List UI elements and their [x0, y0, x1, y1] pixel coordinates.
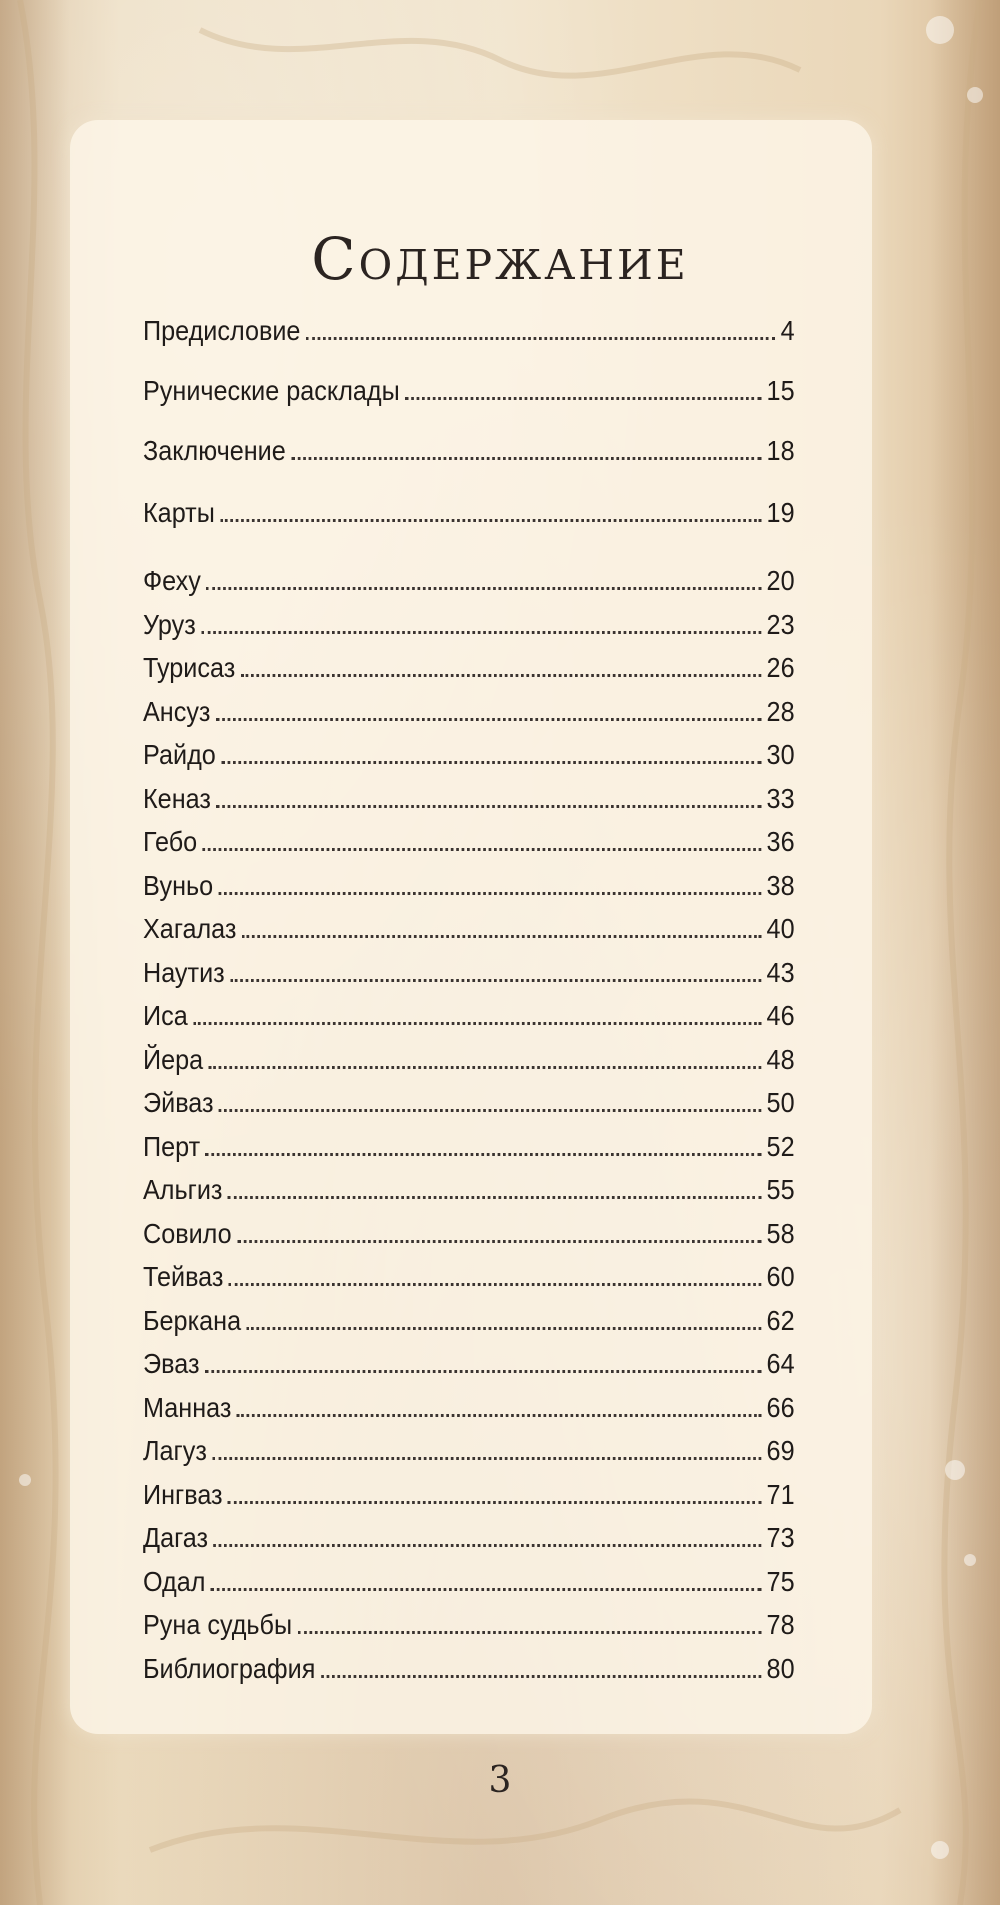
- toc-entry-label: Уруз: [143, 608, 196, 640]
- dot-leader: [229, 1283, 761, 1286]
- dot-leader: [211, 1588, 761, 1591]
- toc-entry[interactable]: [143, 315, 795, 375]
- toc-entry-page: 55: [766, 1174, 795, 1205]
- dot-leader: [219, 1109, 761, 1112]
- dot-leader: [212, 1457, 761, 1460]
- toc-entry[interactable]: [143, 1174, 795, 1218]
- toc-entry-page: 28: [766, 695, 795, 727]
- toc-entry-label: Перт: [143, 1130, 201, 1162]
- toc-entry-label: Тейваз: [143, 1261, 224, 1292]
- toc-entry[interactable]: [143, 696, 795, 740]
- dot-leader: [228, 1501, 761, 1504]
- toc-entry-label: Беркана: [143, 1304, 242, 1336]
- toc-entry-page: 40: [766, 913, 795, 944]
- toc-entry[interactable]: [143, 1000, 795, 1044]
- dot-leader: [209, 1066, 762, 1069]
- toc-entry-page: 50: [766, 1087, 795, 1118]
- dot-leader: [237, 1414, 761, 1417]
- toc-entry[interactable]: [143, 957, 795, 1001]
- dot-leader: [220, 519, 761, 522]
- dot-leader: [242, 935, 761, 938]
- toc-entry-label: Ингваз: [143, 1478, 223, 1510]
- toc-entry-page: 15: [766, 375, 795, 406]
- toc-entry-page: 71: [766, 1478, 795, 1510]
- toc-entry[interactable]: [143, 1609, 795, 1653]
- toc-entry[interactable]: [143, 1653, 795, 1697]
- toc-entry-label: Карты: [143, 497, 215, 528]
- toc-entry-page: 64: [766, 1348, 795, 1379]
- toc-entry-label: Райдо: [143, 739, 216, 770]
- toc-entry-page: 36: [766, 826, 795, 857]
- toc-entry-page: 69: [766, 1435, 795, 1466]
- toc-entry-label: Гебо: [143, 826, 198, 857]
- toc-entry-page: 73: [766, 1522, 795, 1553]
- toc-entry[interactable]: [143, 1261, 795, 1305]
- toc-entry-page: 26: [766, 652, 795, 683]
- dot-leader: [247, 1327, 762, 1330]
- toc-entry[interactable]: [143, 1522, 795, 1566]
- toc-entry-page: 23: [766, 608, 795, 640]
- toc-entry-page: 18: [766, 435, 795, 466]
- page-number: 3: [488, 1760, 512, 1801]
- toc-entry-label: Предисловие: [143, 315, 301, 346]
- toc-entry[interactable]: [143, 1566, 795, 1610]
- toc-entry[interactable]: [143, 1435, 795, 1479]
- toc-entry-page: 4: [780, 315, 795, 346]
- page-title: Содержание: [311, 225, 689, 293]
- toc-entry-page: 43: [766, 956, 795, 988]
- dot-leader: [230, 979, 761, 982]
- toc-entry-page: 48: [766, 1043, 795, 1075]
- table-of-contents: [143, 315, 795, 1696]
- toc-entry[interactable]: [143, 1218, 795, 1262]
- toc-entry-page: 52: [766, 1130, 795, 1162]
- toc-entry-label: Хагалаз: [143, 913, 237, 944]
- dot-leader: [219, 892, 762, 895]
- toc-entry[interactable]: [143, 1305, 795, 1349]
- toc-entry-page: 58: [766, 1217, 795, 1249]
- dot-leader: [291, 457, 761, 460]
- toc-entry[interactable]: [143, 497, 795, 565]
- dot-leader: [206, 1153, 762, 1156]
- toc-entry-page: 78: [766, 1609, 795, 1640]
- toc-entry-label: Заключение: [143, 435, 286, 466]
- toc-entry-page: 75: [766, 1565, 795, 1597]
- toc-entry-page: 38: [766, 869, 795, 901]
- toc-entry[interactable]: [143, 1131, 795, 1175]
- toc-entry[interactable]: [143, 739, 795, 783]
- toc-entry-label: Ансуз: [143, 695, 211, 727]
- toc-entry-label: Руна судьбы: [143, 1609, 293, 1640]
- dot-leader: [306, 337, 775, 340]
- toc-entry-page: 80: [766, 1652, 795, 1684]
- toc-entry-page: 19: [766, 497, 795, 528]
- toc-entry-label: Феху: [143, 565, 201, 596]
- toc-entry-label: Совило: [143, 1217, 232, 1249]
- toc-entry[interactable]: [143, 1044, 795, 1088]
- dot-leader: [216, 805, 761, 808]
- toc-entry[interactable]: [143, 652, 795, 696]
- toc-entry-label: Кеназ: [143, 782, 211, 814]
- dot-leader: [206, 587, 761, 590]
- toc-entry[interactable]: [143, 435, 795, 497]
- toc-entry[interactable]: [143, 1479, 795, 1523]
- dot-leader: [203, 848, 762, 851]
- toc-entry-page: 33: [766, 782, 795, 814]
- dot-leader: [205, 1370, 761, 1373]
- toc-entry-label: Альгиз: [143, 1174, 223, 1205]
- dot-leader: [228, 1196, 761, 1199]
- toc-entry[interactable]: [143, 913, 795, 957]
- toc-entry-page: 62: [766, 1304, 795, 1336]
- toc-entry-label: Эйваз: [143, 1087, 214, 1118]
- dot-leader: [297, 1631, 761, 1634]
- dot-leader: [405, 397, 761, 400]
- toc-entry-label: Эваз: [143, 1348, 200, 1379]
- dot-leader: [193, 1022, 761, 1025]
- toc-entry[interactable]: [143, 1348, 795, 1392]
- toc-entry-page: 30: [766, 739, 795, 770]
- toc-entry[interactable]: [143, 870, 795, 914]
- toc-entry[interactable]: [143, 609, 795, 653]
- toc-entry-label: Одал: [143, 1565, 206, 1597]
- toc-entry[interactable]: [143, 565, 795, 609]
- toc-entry-label: Йера: [143, 1043, 204, 1075]
- toc-entry-label: Библиография: [143, 1652, 316, 1684]
- toc-entry-page: 66: [766, 1391, 795, 1423]
- toc-entry-label: Лагуз: [143, 1435, 207, 1466]
- toc-entry-page: 46: [766, 1000, 795, 1031]
- dot-leader: [237, 1240, 761, 1243]
- toc-entry[interactable]: [143, 1392, 795, 1436]
- toc-entry-label: Дагаз: [143, 1522, 209, 1553]
- toc-entry-label: Вуньо: [143, 869, 214, 901]
- dot-leader: [201, 631, 761, 634]
- toc-entry[interactable]: [143, 826, 795, 870]
- dot-leader: [321, 1675, 761, 1678]
- toc-entry-label: Рунические расклады: [143, 375, 400, 406]
- toc-entry[interactable]: [143, 783, 795, 827]
- dot-leader: [216, 718, 761, 721]
- toc-entry-label: Манназ: [143, 1391, 232, 1423]
- dot-leader: [241, 674, 761, 677]
- toc-entry-label: Наутиз: [143, 956, 225, 988]
- dot-leader: [213, 1544, 761, 1547]
- toc-entry[interactable]: [143, 375, 795, 435]
- toc-entry-page: 20: [766, 565, 795, 596]
- toc-entry[interactable]: [143, 1087, 795, 1131]
- toc-entry-page: 60: [766, 1261, 795, 1292]
- toc-entry-label: Турисаз: [143, 652, 236, 683]
- dot-leader: [221, 761, 761, 764]
- toc-entry-label: Иса: [143, 1000, 188, 1031]
